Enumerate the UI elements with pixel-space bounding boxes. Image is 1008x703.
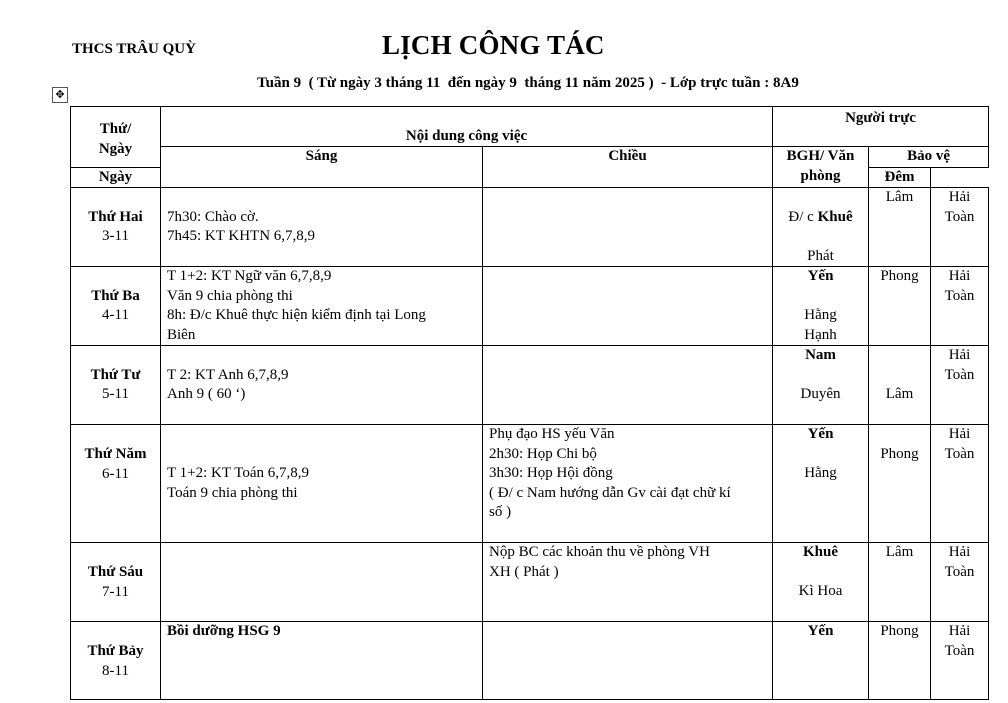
morning-cell: T 1+2: KT Ngữ văn 6,7,8,9 Văn 9 chia phòng thi 8h: Đ/c Khuê thực hiện kiểm định tại Long Biên <box>161 267 483 346</box>
header-guard-day: Ngày <box>71 167 161 188</box>
table-row <box>71 622 989 700</box>
guard-night-cell: Hải Toàn <box>931 622 989 700</box>
table-row <box>71 188 989 267</box>
week-subtitle: Tuần 9 ( Từ ngày 3 tháng 11 đến ngày 9 tháng 11 năm 2025 ) - Lớp trực tuần : 8A9 <box>257 75 799 91</box>
header-guard-night: Đêm <box>869 167 931 188</box>
header-bgh: BGH/ Văn phòng <box>773 147 869 188</box>
guard-day-cell: Lâm <box>869 543 931 622</box>
guard-night-cell: Hải Toàn <box>931 543 989 622</box>
header-on-duty: Người trực <box>773 107 989 147</box>
afternoon-cell: Nộp BC các khoản thu về phòng VH XH ( Phát ) <box>483 543 773 622</box>
guard-day-cell: Phong <box>869 622 931 700</box>
school-name: THCS TRÂU QUỲ <box>72 41 196 57</box>
morning-cell: T 2: KT Anh 6,7,8,9 Anh 9 ( 60 ‘) <box>161 346 483 425</box>
bgh-cell: Yến Hằng <box>773 425 869 543</box>
header-day: Thứ/ Ngày <box>71 107 161 168</box>
afternoon-cell <box>483 267 773 346</box>
guard-day-cell: Phong <box>869 267 931 346</box>
bgh-cell: Nam Duyên <box>773 346 869 425</box>
morning-cell: T 1+2: KT Toán 6,7,8,9 Toán 9 chia phòng thi <box>161 425 483 543</box>
table-row <box>71 425 989 543</box>
bgh-cell: Yến <box>773 622 869 700</box>
morning-cell: Bồi dưỡng HSG 9 <box>161 622 483 700</box>
afternoon-cell <box>483 188 773 267</box>
guard-day-cell: Phong <box>869 425 931 543</box>
day-cell: Thứ Tư 5-11 <box>71 346 161 425</box>
guard-day-cell: Lâm <box>869 188 931 267</box>
day-cell: Thứ Hai 3-11 <box>71 188 161 267</box>
header-morning: Sáng <box>161 147 483 188</box>
header-guard: Bảo vệ <box>869 147 989 168</box>
table-move-handle-icon[interactable]: ✥ <box>52 87 68 103</box>
afternoon-cell <box>483 346 773 425</box>
bgh-cell: Khuê Kì Hoa <box>773 543 869 622</box>
day-cell: Thứ Bảy 8-11 <box>71 622 161 700</box>
schedule-table <box>70 106 989 700</box>
day-cell: Thứ Năm 6-11 <box>71 425 161 543</box>
table-row <box>71 267 989 346</box>
guard-night-cell: Hải Toàn <box>931 346 989 425</box>
day-cell: Thứ Ba 4-11 <box>71 267 161 346</box>
guard-night-cell: Hải Toàn <box>931 267 989 346</box>
guard-night-cell: Hải Toàn <box>931 425 989 543</box>
header-content: Nội dung công việc <box>161 107 773 147</box>
day-cell: Thứ Sáu 7-11 <box>71 543 161 622</box>
afternoon-cell: Phụ đạo HS yếu Văn 2h30: Họp Chi bộ 3h30: Họp Hội đồng ( Đ/ c Nam hướng dẫn Gv cài đạt chữ kí số ) <box>483 425 773 543</box>
morning-cell: 7h30: Chào cờ. 7h45: KT KHTN 6,7,8,9 <box>161 188 483 267</box>
guard-night-cell: Hải Toàn <box>931 188 989 267</box>
afternoon-cell <box>483 622 773 700</box>
morning-cell <box>161 543 483 622</box>
guard-day-cell: Lâm <box>869 346 931 425</box>
table-row <box>71 346 989 425</box>
bgh-cell: Yến Hằng Hạnh <box>773 267 869 346</box>
table-row <box>71 543 989 622</box>
page-title: LỊCH CÔNG TÁC <box>382 30 605 60</box>
header-afternoon: Chiều <box>483 147 773 188</box>
bgh-cell: Đ/ c Khuê Phát <box>773 188 869 267</box>
